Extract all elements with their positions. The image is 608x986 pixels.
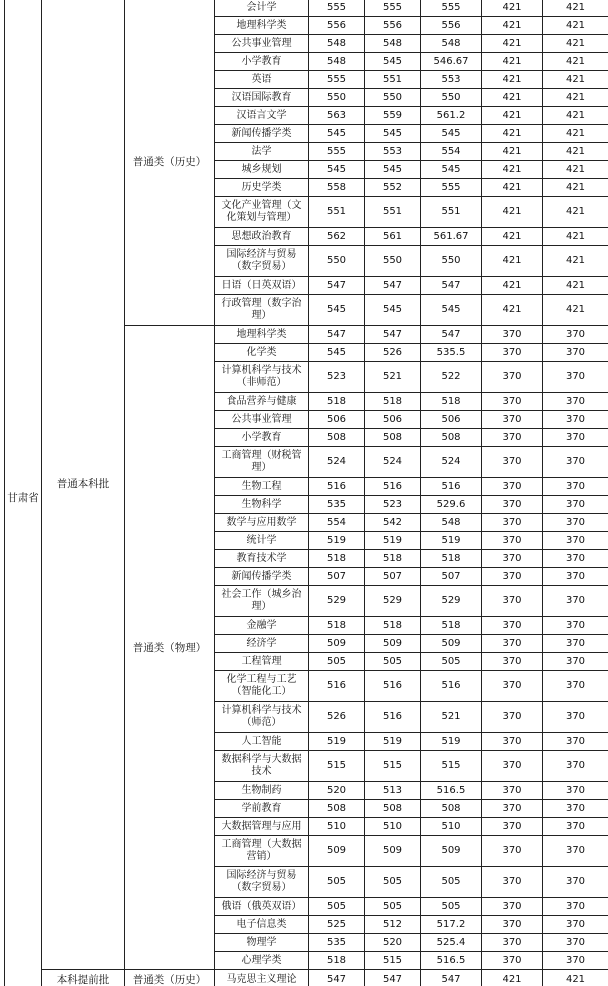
score-cell: 370 [543, 344, 608, 362]
score-cell: 370 [482, 898, 543, 916]
major-cell: 城乡规划 [215, 161, 309, 179]
score-cell: 553 [421, 71, 482, 89]
major-cell: 英语 [215, 71, 309, 89]
major-cell: 化学类 [215, 344, 309, 362]
score-cell: 370 [482, 514, 543, 532]
category-cell: 普通类（历史） [125, 0, 215, 326]
score-cell: 370 [482, 429, 543, 447]
score-cell: 509 [365, 635, 421, 653]
score-cell: 547 [365, 970, 421, 986]
score-cell: 545 [365, 53, 421, 71]
score-cell: 510 [309, 818, 365, 836]
major-cell: 法学 [215, 143, 309, 161]
score-cell: 505 [365, 867, 421, 898]
score-cell: 561 [365, 228, 421, 246]
major-cell: 会计学 [215, 0, 309, 17]
score-cell: 370 [482, 702, 543, 733]
score-cell: 509 [309, 836, 365, 867]
score-cell: 370 [543, 635, 608, 653]
major-cell: 思想政治教育 [215, 228, 309, 246]
score-cell: 370 [482, 550, 543, 568]
score-cell: 518 [365, 393, 421, 411]
major-cell: 地理科学类 [215, 17, 309, 35]
score-cell: 555 [309, 0, 365, 17]
major-cell: 工商管理（大数据营销） [215, 836, 309, 867]
score-cell: 421 [482, 0, 543, 17]
score-cell: 370 [543, 867, 608, 898]
major-cell: 日语（日英双语） [215, 277, 309, 295]
score-cell: 529 [309, 586, 365, 617]
score-cell: 508 [365, 429, 421, 447]
score-cell: 553 [365, 143, 421, 161]
score-cell: 526 [309, 702, 365, 733]
score-cell: 370 [543, 952, 608, 970]
score-cell: 558 [309, 179, 365, 197]
score-cell: 545 [309, 344, 365, 362]
score-cell: 545 [365, 125, 421, 143]
score-cell: 518 [309, 393, 365, 411]
score-cell: 545 [421, 161, 482, 179]
score-cell: 370 [543, 733, 608, 751]
score-cell: 505 [309, 867, 365, 898]
score-cell: 370 [482, 393, 543, 411]
score-cell: 545 [421, 295, 482, 326]
score-cell: 550 [421, 89, 482, 107]
score-cell: 550 [309, 89, 365, 107]
score-cell: 555 [421, 0, 482, 17]
score-cell: 421 [543, 161, 608, 179]
score-cell: 522 [421, 362, 482, 393]
score-cell: 370 [543, 478, 608, 496]
major-cell: 汉语国际教育 [215, 89, 309, 107]
score-cell: 370 [482, 952, 543, 970]
major-cell: 汉语言文学 [215, 107, 309, 125]
score-cell: 370 [482, 934, 543, 952]
score-cell: 421 [543, 197, 608, 228]
score-cell: 370 [543, 447, 608, 478]
score-cell: 529.6 [421, 496, 482, 514]
score-cell: 370 [482, 617, 543, 635]
score-cell: 370 [482, 447, 543, 478]
score-cell: 515 [421, 751, 482, 782]
score-cell: 370 [543, 702, 608, 733]
score-cell: 370 [543, 362, 608, 393]
score-cell: 370 [482, 532, 543, 550]
score-cell: 370 [482, 653, 543, 671]
score-cell: 516 [365, 702, 421, 733]
major-cell: 马克思主义理论 [215, 970, 309, 986]
score-cell: 421 [482, 179, 543, 197]
score-cell: 559 [365, 107, 421, 125]
score-cell: 370 [543, 916, 608, 934]
score-cell: 562 [309, 228, 365, 246]
score-cell: 421 [543, 970, 608, 986]
score-cell: 550 [365, 246, 421, 277]
score-cell: 370 [482, 478, 543, 496]
score-cell: 370 [543, 671, 608, 702]
score-cell: 561.2 [421, 107, 482, 125]
score-cell: 563 [309, 107, 365, 125]
score-cell: 550 [365, 89, 421, 107]
score-cell: 561.67 [421, 228, 482, 246]
score-cell: 524 [421, 447, 482, 478]
major-cell: 数学与应用数学 [215, 514, 309, 532]
score-cell: 370 [482, 733, 543, 751]
score-cell: 545 [309, 295, 365, 326]
score-cell: 505 [365, 898, 421, 916]
major-cell: 工商管理（财税管理） [215, 447, 309, 478]
score-cell: 524 [309, 447, 365, 478]
major-cell: 数据科学与大数据技术 [215, 751, 309, 782]
major-cell: 化学工程与工艺（智能化工） [215, 671, 309, 702]
table-row [5, 970, 608, 986]
score-cell: 516.5 [421, 952, 482, 970]
score-cell: 546.67 [421, 53, 482, 71]
score-cell: 510 [421, 818, 482, 836]
score-cell: 552 [365, 179, 421, 197]
score-cell: 370 [482, 671, 543, 702]
major-cell: 教育技术学 [215, 550, 309, 568]
batch-cell: 本科提前批 [42, 970, 125, 986]
major-cell: 大数据管理与应用 [215, 818, 309, 836]
score-cell: 421 [482, 246, 543, 277]
score-cell: 518 [309, 617, 365, 635]
score-cell: 421 [482, 53, 543, 71]
score-cell: 513 [365, 782, 421, 800]
major-cell: 学前教育 [215, 800, 309, 818]
score-cell: 516 [365, 671, 421, 702]
score-cell: 370 [543, 934, 608, 952]
batch-cell: 普通本科批 [42, 0, 125, 970]
score-cell: 547 [309, 277, 365, 295]
score-cell: 551 [421, 197, 482, 228]
score-cell: 535 [309, 496, 365, 514]
score-cell: 421 [543, 107, 608, 125]
score-cell: 421 [482, 125, 543, 143]
score-cell: 508 [365, 800, 421, 818]
score-cell: 515 [365, 751, 421, 782]
major-cell: 公共事业管理 [215, 411, 309, 429]
score-cell: 529 [365, 586, 421, 617]
major-cell: 行政管理（数字治理） [215, 295, 309, 326]
score-cell: 421 [543, 35, 608, 53]
score-cell: 421 [543, 179, 608, 197]
major-cell: 新闻传播学类 [215, 568, 309, 586]
score-cell: 370 [482, 586, 543, 617]
score-cell: 545 [421, 125, 482, 143]
score-cell: 370 [543, 898, 608, 916]
score-cell: 370 [543, 429, 608, 447]
score-cell: 551 [365, 71, 421, 89]
score-cell: 516 [421, 478, 482, 496]
major-cell: 人工智能 [215, 733, 309, 751]
score-cell: 548 [421, 514, 482, 532]
score-cell: 545 [365, 295, 421, 326]
major-cell: 小学教育 [215, 429, 309, 447]
score-cell: 370 [482, 344, 543, 362]
score-cell: 512 [365, 916, 421, 934]
score-cell: 517.2 [421, 916, 482, 934]
score-cell: 550 [421, 246, 482, 277]
score-cell: 370 [543, 653, 608, 671]
score-cell: 515 [309, 751, 365, 782]
major-cell: 俄语（俄英双语） [215, 898, 309, 916]
major-cell: 小学教育 [215, 53, 309, 71]
score-cell: 421 [482, 228, 543, 246]
score-cell: 545 [309, 125, 365, 143]
province-cell: 甘肃省 [5, 0, 42, 986]
table-row [5, 0, 608, 17]
score-cell: 370 [543, 568, 608, 586]
score-cell: 555 [309, 71, 365, 89]
score-cell: 556 [309, 17, 365, 35]
table-body [5, 0, 608, 986]
score-cell: 370 [543, 818, 608, 836]
score-cell: 509 [365, 836, 421, 867]
score-cell: 370 [543, 532, 608, 550]
score-cell: 506 [421, 411, 482, 429]
major-cell: 电子信息类 [215, 916, 309, 934]
score-cell: 421 [482, 71, 543, 89]
major-cell: 心理学类 [215, 952, 309, 970]
score-cell: 506 [365, 411, 421, 429]
score-cell: 547 [365, 277, 421, 295]
score-cell: 505 [421, 867, 482, 898]
score-cell: 515 [365, 952, 421, 970]
score-cell: 523 [309, 362, 365, 393]
major-cell: 金融学 [215, 617, 309, 635]
score-cell: 370 [543, 800, 608, 818]
score-cell: 548 [421, 35, 482, 53]
score-cell: 507 [365, 568, 421, 586]
major-cell: 物理学 [215, 934, 309, 952]
score-cell: 508 [309, 800, 365, 818]
score-cell: 525.4 [421, 934, 482, 952]
score-cell: 370 [543, 411, 608, 429]
score-cell: 518 [309, 952, 365, 970]
score-cell: 421 [482, 277, 543, 295]
score-cell: 523 [365, 496, 421, 514]
score-cell: 370 [543, 514, 608, 532]
score-cell: 519 [365, 532, 421, 550]
score-cell: 521 [421, 702, 482, 733]
score-cell: 519 [309, 532, 365, 550]
score-cell: 370 [482, 568, 543, 586]
score-cell: 421 [482, 970, 543, 986]
score-cell: 516 [309, 478, 365, 496]
score-cell: 520 [309, 782, 365, 800]
score-cell: 370 [482, 411, 543, 429]
score-cell: 518 [421, 550, 482, 568]
score-cell: 545 [309, 161, 365, 179]
score-cell: 421 [543, 53, 608, 71]
score-cell: 421 [482, 161, 543, 179]
major-cell: 经济学 [215, 635, 309, 653]
score-cell: 509 [421, 635, 482, 653]
score-cell: 526 [365, 344, 421, 362]
score-cell: 547 [421, 970, 482, 986]
score-cell: 421 [543, 125, 608, 143]
score-cell: 518 [365, 617, 421, 635]
score-cell: 421 [482, 197, 543, 228]
score-cell: 505 [365, 653, 421, 671]
score-cell: 545 [365, 161, 421, 179]
score-cell: 519 [365, 733, 421, 751]
major-cell: 计算机科学与技术（师范） [215, 702, 309, 733]
score-cell: 555 [365, 0, 421, 17]
score-cell: 370 [543, 617, 608, 635]
score-cell: 421 [482, 35, 543, 53]
score-cell: 547 [309, 326, 365, 344]
major-cell: 历史学类 [215, 179, 309, 197]
score-cell: 421 [482, 89, 543, 107]
major-cell: 地理科学类 [215, 326, 309, 344]
score-cell: 370 [482, 782, 543, 800]
score-cell: 524 [365, 447, 421, 478]
score-cell: 370 [543, 393, 608, 411]
score-cell: 535.5 [421, 344, 482, 362]
score-cell: 555 [309, 143, 365, 161]
score-cell: 525 [309, 916, 365, 934]
score-cell: 550 [309, 246, 365, 277]
score-cell: 505 [309, 653, 365, 671]
score-cell: 509 [309, 635, 365, 653]
score-cell: 370 [482, 916, 543, 934]
score-cell: 505 [421, 898, 482, 916]
score-cell: 529 [421, 586, 482, 617]
major-cell: 新闻传播学类 [215, 125, 309, 143]
score-cell: 507 [421, 568, 482, 586]
score-cell: 521 [365, 362, 421, 393]
major-cell: 计算机科学与技术（非师范） [215, 362, 309, 393]
score-cell: 554 [421, 143, 482, 161]
score-cell: 421 [543, 295, 608, 326]
score-cell: 519 [309, 733, 365, 751]
category-cell: 普通类（物理） [125, 326, 215, 970]
score-cell: 421 [543, 89, 608, 107]
major-cell: 国际经济与贸易（数字贸易） [215, 867, 309, 898]
score-cell: 516 [309, 671, 365, 702]
major-cell: 社会工作（城乡治理） [215, 586, 309, 617]
major-cell: 食品营养与健康 [215, 393, 309, 411]
score-cell: 505 [421, 653, 482, 671]
score-cell: 421 [543, 71, 608, 89]
score-cell: 507 [309, 568, 365, 586]
score-cell: 518 [309, 550, 365, 568]
score-cell: 421 [482, 17, 543, 35]
score-cell: 506 [309, 411, 365, 429]
score-cell: 547 [309, 970, 365, 986]
score-cell: 370 [482, 800, 543, 818]
score-cell: 370 [482, 362, 543, 393]
score-cell: 508 [421, 800, 482, 818]
score-cell: 370 [543, 326, 608, 344]
score-cell: 548 [309, 53, 365, 71]
score-cell: 556 [365, 17, 421, 35]
score-cell: 421 [543, 17, 608, 35]
major-cell: 生物工程 [215, 478, 309, 496]
score-cell: 535 [309, 934, 365, 952]
score-cell: 516 [365, 478, 421, 496]
score-cell: 518 [421, 617, 482, 635]
score-cell: 505 [309, 898, 365, 916]
score-cell: 519 [421, 733, 482, 751]
score-cell: 516.5 [421, 782, 482, 800]
score-cell: 508 [421, 429, 482, 447]
score-cell: 421 [543, 246, 608, 277]
major-cell: 统计学 [215, 532, 309, 550]
score-cell: 421 [543, 143, 608, 161]
score-cell: 421 [482, 107, 543, 125]
score-cell: 556 [421, 17, 482, 35]
major-cell: 生物制药 [215, 782, 309, 800]
score-cell: 555 [421, 179, 482, 197]
score-cell: 547 [421, 326, 482, 344]
major-cell: 生物科学 [215, 496, 309, 514]
major-cell: 文化产业管理（文化策划与管理） [215, 197, 309, 228]
score-cell: 547 [421, 277, 482, 295]
score-cell: 510 [365, 818, 421, 836]
score-cell: 516 [421, 671, 482, 702]
score-cell: 421 [543, 228, 608, 246]
score-cell: 370 [482, 751, 543, 782]
score-cell: 370 [543, 586, 608, 617]
score-cell: 551 [309, 197, 365, 228]
major-cell: 国际经济与贸易（数字贸易） [215, 246, 309, 277]
score-cell: 548 [365, 35, 421, 53]
major-cell: 工程管理 [215, 653, 309, 671]
score-cell: 421 [543, 277, 608, 295]
score-cell: 518 [365, 550, 421, 568]
score-cell: 519 [421, 532, 482, 550]
score-cell: 421 [482, 143, 543, 161]
score-cell: 370 [543, 836, 608, 867]
score-cell: 554 [309, 514, 365, 532]
score-cell: 370 [543, 782, 608, 800]
category-cell: 普通类（历史） [125, 970, 215, 986]
score-cell: 370 [482, 326, 543, 344]
score-cell: 421 [482, 295, 543, 326]
score-cell: 370 [482, 635, 543, 653]
score-cell: 548 [309, 35, 365, 53]
score-cell: 370 [482, 867, 543, 898]
admission-score-table [4, 0, 608, 986]
score-cell: 370 [543, 751, 608, 782]
score-cell: 551 [365, 197, 421, 228]
score-cell: 370 [482, 496, 543, 514]
score-cell: 370 [482, 836, 543, 867]
score-cell: 421 [543, 0, 608, 17]
major-cell: 公共事业管理 [215, 35, 309, 53]
score-cell: 518 [421, 393, 482, 411]
score-cell: 370 [543, 496, 608, 514]
score-cell: 509 [421, 836, 482, 867]
score-cell: 542 [365, 514, 421, 532]
score-cell: 370 [543, 550, 608, 568]
score-cell: 520 [365, 934, 421, 952]
score-cell: 370 [482, 818, 543, 836]
score-cell: 547 [365, 326, 421, 344]
score-cell: 508 [309, 429, 365, 447]
